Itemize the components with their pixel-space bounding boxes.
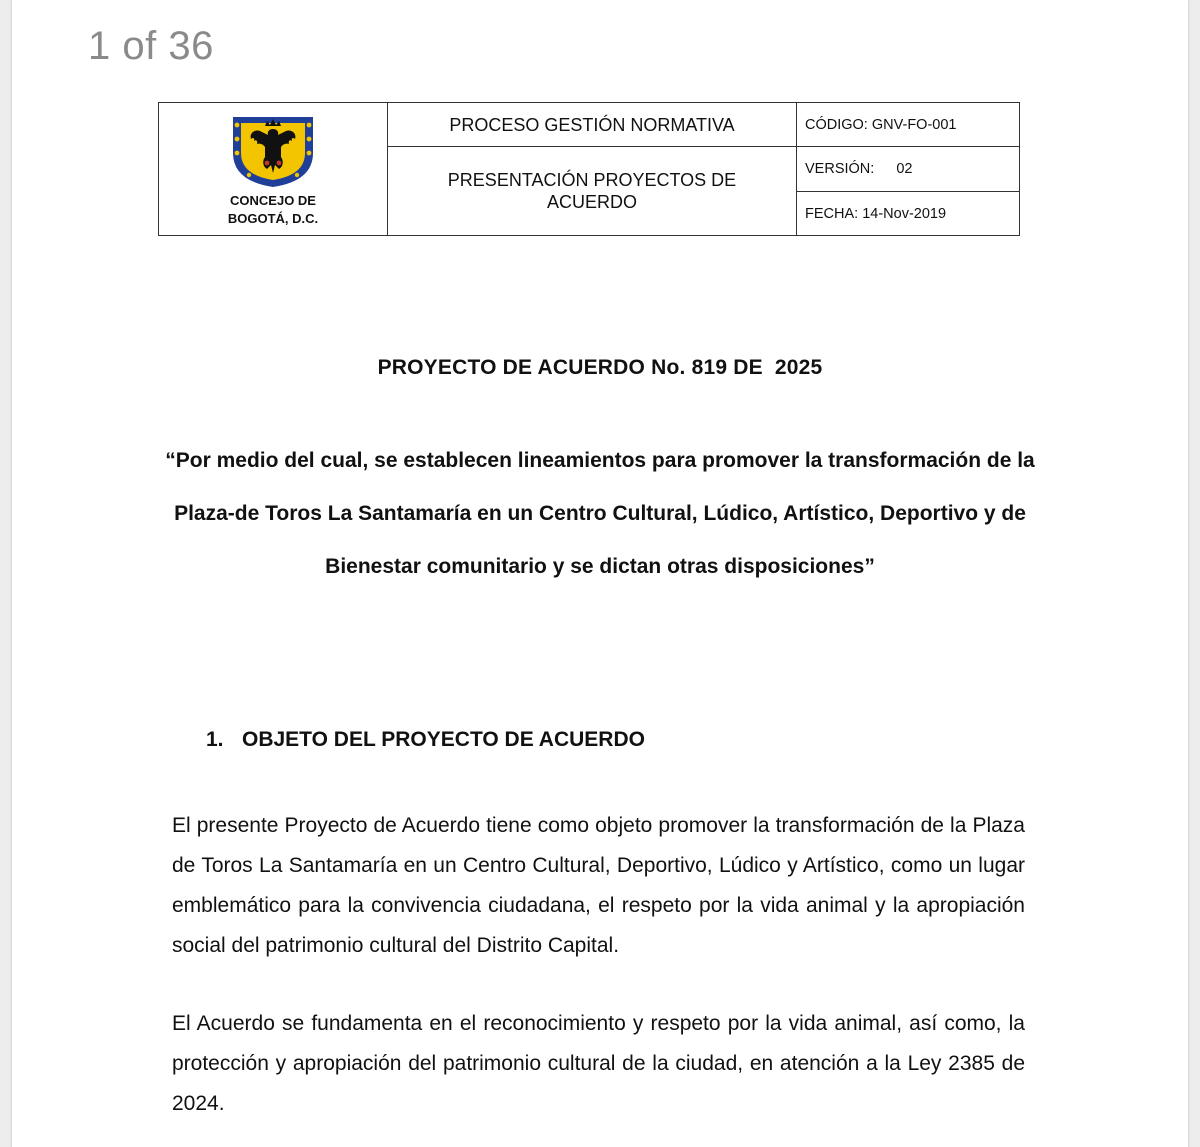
logo-cell — [159, 103, 388, 236]
paragraph-objeto: El presente Proyecto de Acuerdo tiene como objeto promover la transformación de la Plaza de Toros La Santamaría en un Centro Cultural, Deportivo, Lúdico y Artístico, como un lugar emblemático para la convivencia ciudadana, el respeto por la vida animal y la apropiación social del patrimonio cultural del Distrito Capital. — [172, 814, 1025, 957]
paragraph-fundamento: El Acuerdo se fundamenta en el reconocimiento y respeto por la vida animal, así como, la protección y apropiación del patrimonio cultural de la ciudad, en atención a la Ley 2385 de 2024. — [172, 1012, 1025, 1115]
section-title: OBJETO DEL PROYECTO DE ACUERDO — [242, 728, 645, 751]
document-type-cell — [388, 147, 797, 236]
section-number: 1. — [206, 728, 224, 751]
bogota-coat-of-arms-icon — [227, 113, 319, 189]
logo-text-line1: CONCEJO DE — [230, 193, 316, 208]
process-cell: PROCESO GESTIÓN NORMATIVA — [388, 103, 797, 147]
section-heading — [206, 728, 645, 752]
document-type-text: PRESENTACIÓN PROYECTOS DE ACUERDO — [447, 170, 737, 212]
document-header-table — [158, 102, 1020, 236]
logo-text-line2: BOGOTÁ, D.C. — [227, 211, 319, 226]
document-title: PROYECTO DE ACUERDO No. 819 DE 2025 — [377, 356, 823, 379]
version-value: 02 — [896, 161, 913, 177]
version-cell — [797, 147, 1020, 192]
version-label: VERSIÓN: — [805, 161, 875, 177]
code-cell: CÓDIGO: GNV-FO-001 — [797, 103, 1020, 147]
page-indicator: 1 of 36 — [88, 24, 214, 68]
document-subtitle: “Por medio del cual, se establecen lineamientos para promover la transformación de la Plaza-de Toros La Santamaría en un Centro Cultural, Lúdico, Artístico, Deportivo y de Bienestar comunitario y se dictan otras disposiciones” — [165, 449, 1035, 578]
date-cell: FECHA: 14-Nov-2019 — [797, 192, 1020, 236]
